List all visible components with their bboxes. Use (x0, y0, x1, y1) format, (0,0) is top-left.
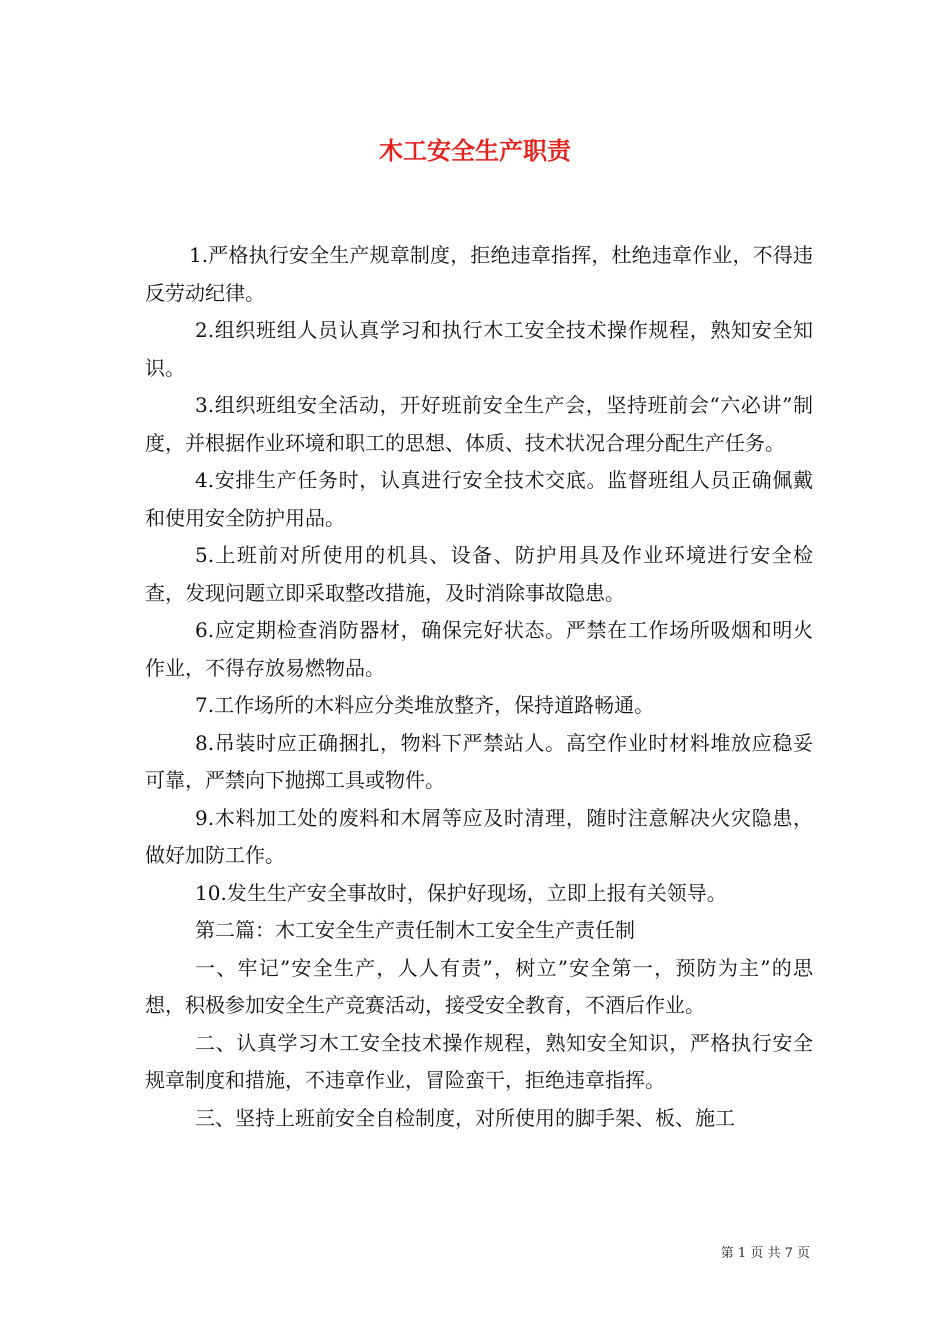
paragraph-13: 三、坚持上班前安全自检制度，对所使用的脚手架、板、施工 (195, 1105, 735, 1130)
document-title: 木工安全生产职责 (379, 136, 571, 165)
paragraph-8: 8.吊装时应正确捆扎，物料下严禁站人。高空作业时材料堆放应稳妥可靠，严禁向下抛掷工具或物件。 (145, 730, 813, 792)
paragraph-12: 二、认真学习木工安全技术操作规程，熟知安全知识，严格执行安全规章制度和措施，不违章作业，冒险蛮干，拒绝违章指挥。 (145, 1030, 813, 1092)
paragraph-10: 10.发生生产安全事故时，保护好现场，立即上报有关领导。 (195, 880, 727, 905)
paragraph-6: 6.应定期检查消防器材，确保完好状态。严禁在工作场所吸烟和明火作业，不得存放易燃物品。 (145, 618, 813, 680)
paragraph-2: 2.组织班组人员认真学习和执行木工安全技术操作规程，熟知安全知识。 (145, 318, 813, 380)
paragraph-5: 5.上班前对所使用的机具、设备、防护用具及作业环境进行安全检查，发现问题立即采取整改措施，及时消除事故隐患。 (145, 543, 813, 605)
document-body (145, 237, 813, 1137)
paragraph-1: 1.严格执行安全生产规章制度，拒绝违章指挥，杜绝违章作业，不得违反劳动纪律。 (145, 243, 813, 305)
page-number-footer: 第 1 页 共 7 页 (720, 1246, 810, 1261)
paragraph-7: 7.工作场所的木料应分类堆放整齐，保持道路畅通。 (195, 693, 655, 717)
paragraph-4: 4.安排生产任务时，认真进行安全技术交底。监督班组人员正确佩戴和使用安全防护用品。 (145, 468, 813, 530)
paragraph-9: 9.木料加工处的废料和木屑等应及时清理，随时注意解决火灾隐患，做好加防工作。 (145, 805, 813, 867)
section-heading: 第二篇：木工安全生产责任制木工安全生产责任制 (195, 918, 635, 942)
paragraph-3: 3.组织班组安全活动，开好班前安全生产会，坚持班前会“六必讲”制度，并根据作业环境和职工的思想、体质、技术状况合理分配生产任务。 (145, 393, 813, 455)
paragraph-11: 一、牢记”安全生产，人人有责”，树立”安全第一，预防为主”的思想，积极参加安全生产竞赛活动，接受安全教育，不酒后作业。 (145, 955, 813, 1017)
